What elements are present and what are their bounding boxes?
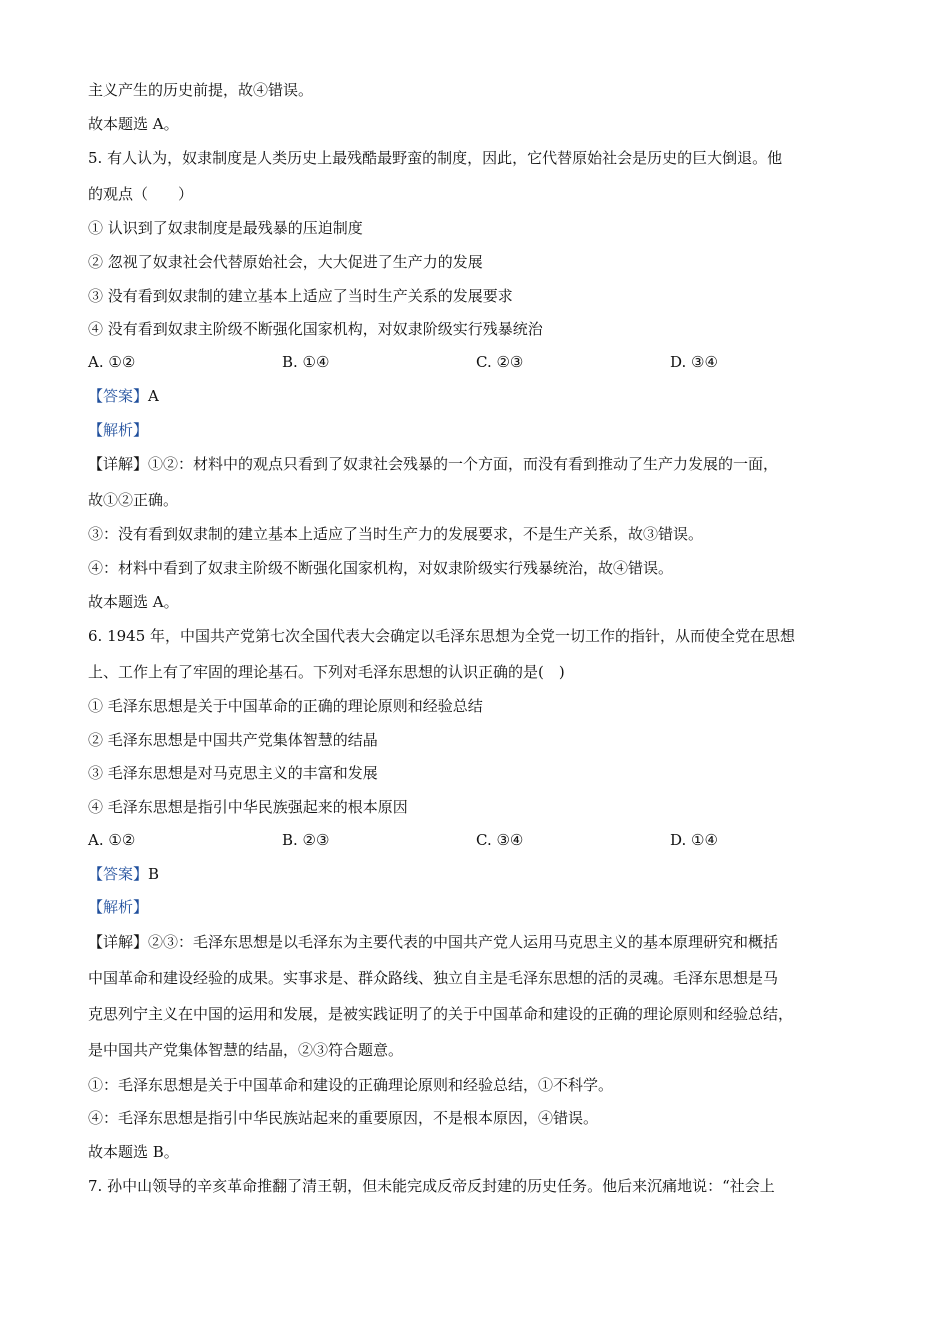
q6-statement-2: ② 毛泽东思想是中国共产党集体智慧的结晶 (88, 731, 378, 749)
q6-option-b: B. ②③ (282, 831, 330, 849)
q5-answer (88, 386, 159, 406)
q5-detail-line-2: 故①②正确。 (88, 491, 179, 509)
q6-analysis-tag: 【解析】 (88, 898, 149, 916)
q5-statement-1: ① 认识到了奴隶制度是最残暴的压迫制度 (88, 219, 363, 237)
q5-statement-2: ② 忽视了奴隶社会代替原始社会，大大促进了生产力的发展 (88, 253, 483, 271)
q6-detail-line-3: 克思列宁主义在中国的运用和发展，是被实践证明了的关于中国革命和建设的正确的理论原则和经验总结， (88, 1005, 794, 1023)
q6-option-c: C. ③④ (476, 831, 524, 849)
q5-options (88, 352, 868, 372)
q7-stem-line-1: 7. 孙中山领导的辛亥革命推翻了清王朝，但未能完成反帝反封建的历史任务。他后来沉痛地说：“社会上 (88, 1177, 775, 1195)
q6-statement-1: ① 毛泽东思想是关于中国革命的正确的理论原则和经验总结 (88, 697, 483, 715)
q4-tail-line: 主义产生的历史前提，故④错误。 (88, 81, 314, 99)
q5-detail-tag: 【详解】 (88, 455, 149, 473)
q6-detail-line-4: 是中国共产党集体智慧的结晶，②③符合题意。 (88, 1041, 404, 1059)
q5-conclusion: 故本题选 A。 (88, 593, 179, 611)
q5-detail-line-1 (88, 454, 778, 474)
q5-statement-3: ③ 没有看到奴隶制的建立基本上适应了当时生产关系的发展要求 (88, 287, 513, 305)
q5-stem-line-1: 5. 有人认为，奴隶制度是人类历史上最残酷最野蛮的制度，因此，它代替原始社会是历史的巨大倒退。他 (88, 149, 783, 167)
q6-stem-line-2: 上、工作上有了牢固的理论基石。下列对毛泽东思想的认识正确的是( ) (88, 663, 565, 681)
q6-answer (88, 864, 159, 884)
q6-option-d: D. ①④ (670, 831, 718, 849)
q6-statement-4: ④ 毛泽东思想是指引中华民族强起来的根本原因 (88, 798, 408, 816)
q5-option-b: B. ①④ (282, 353, 330, 371)
q6-answer-value: B (148, 865, 160, 883)
q5-detail-line-4: ④：材料中看到了奴隶主阶级不断强化国家机构，对奴隶阶级实行残暴统治，故④错误。 (88, 559, 674, 577)
q5-answer-value: A (148, 387, 159, 405)
q6-detail-line-5: ①：毛泽东思想是关于中国革命和建设的正确理论原则和经验总结，①不科学。 (88, 1076, 614, 1094)
q5-option-d: D. ③④ (670, 353, 718, 371)
q5-option-a: A. ①② (88, 353, 136, 371)
q5-stem-line-2: 的观点（ ） (88, 185, 194, 203)
q6-detail-line-6: ④：毛泽东思想是指引中华民族站起来的重要原因，不是根本原因，④错误。 (88, 1109, 599, 1127)
q5-statement-4: ④ 没有看到奴隶主阶级不断强化国家机构，对奴隶阶级实行残暴统治 (88, 320, 543, 338)
q6-detail-text-1: ②③：毛泽东思想是以毛泽东为主要代表的中国共产党人运用马克思主义的基本原理研究和概括 (148, 933, 779, 951)
q6-stem-line-1: 6. 1945 年，中国共产党第七次全国代表大会确定以毛泽东思想为全党一切工作的指针，从而使全党在思想 (88, 627, 796, 645)
q6-options (88, 830, 868, 850)
q6-statement-3: ③ 毛泽东思想是对马克思主义的丰富和发展 (88, 764, 378, 782)
q5-option-c: C. ②③ (476, 353, 524, 371)
q6-detail-line-1 (88, 932, 778, 952)
q6-conclusion: 故本题选 B。 (88, 1143, 179, 1161)
q5-analysis-tag: 【解析】 (88, 421, 149, 439)
q4-conclusion: 故本题选 A。 (88, 115, 179, 133)
q5-answer-tag: 【答案】 (88, 387, 149, 405)
q5-detail-text-1: ①②：材料中的观点只看到了奴隶社会残暴的一个方面，而没有看到推动了生产力发展的一面， (148, 455, 779, 473)
q6-detail-tag: 【详解】 (88, 933, 149, 951)
q5-detail-line-3: ③：没有看到奴隶制的建立基本上适应了当时生产力的发展要求，不是生产关系，故③错误。 (88, 525, 704, 543)
q6-option-a: A. ①② (88, 831, 136, 849)
q6-detail-line-2: 中国革命和建设经验的成果。实事求是、群众路线、独立自主是毛泽东思想的活的灵魂。毛泽东思想是马 (88, 969, 779, 987)
q6-answer-tag: 【答案】 (88, 865, 149, 883)
